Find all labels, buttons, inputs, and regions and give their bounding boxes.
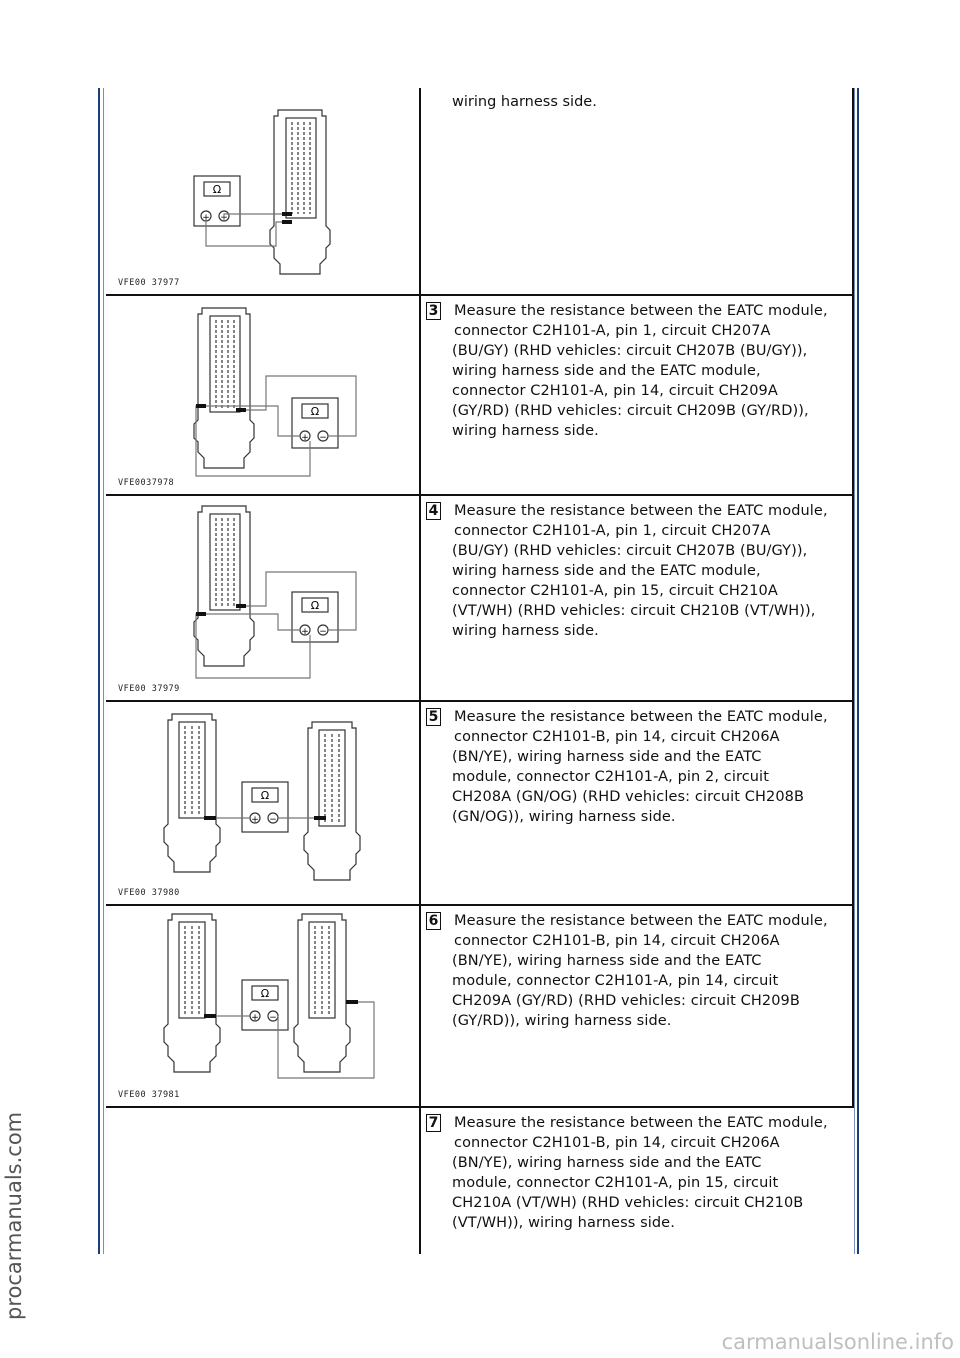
svg-text:−: − (220, 213, 228, 223)
step-number: 7 (426, 1114, 441, 1132)
svg-text:−: − (269, 1013, 277, 1023)
svg-text:−: − (319, 627, 327, 637)
right-page-bar (857, 88, 859, 1254)
figure-cell (106, 296, 420, 494)
figure-label: VFE0037978 (118, 478, 175, 488)
connector-diagram (106, 88, 420, 294)
figure-cell (106, 906, 420, 1106)
ohm-symbol: Ω (260, 987, 270, 1000)
figure-label: VFE00 37977 (118, 278, 180, 288)
figure-label: VFE00 37981 (118, 1090, 180, 1100)
connector-diagram (106, 906, 420, 1106)
side-watermark: procarmanuals.com (2, 1111, 26, 1320)
ohm-symbol: Ω (310, 405, 320, 418)
table-row (106, 906, 854, 1106)
svg-text:−: − (319, 433, 327, 443)
step-number: 5 (426, 708, 441, 726)
svg-text:+: + (251, 1013, 259, 1023)
table-row (106, 702, 854, 904)
step-number: 6 (426, 912, 441, 930)
connector-diagram (106, 496, 420, 700)
table-row (106, 1108, 854, 1254)
text-cell (424, 88, 854, 294)
figure-cell (106, 702, 420, 904)
svg-text:+: + (301, 627, 309, 637)
svg-text:+: + (301, 433, 309, 443)
text-cell (424, 1108, 854, 1254)
svg-text:+: + (251, 815, 259, 825)
continuation-text: wiring harness side. (452, 94, 597, 110)
step-text: Measure the resistance between the EATC module, connector C2H101-B, pin 14, circuit CH206A (BN/YE), wiring harness side and the EATC module, connector C2H101-A, pin 2, circuit CH208A (GN/OG) (RHD vehicles: circuit CH208B (GN/OG)), wiring harness side. (452, 709, 828, 825)
text-cell (424, 496, 854, 700)
step-text: Measure the resistance between the EATC module, connector C2H101-A, pin 1, circuit CH207A (BU/GY) (RHD vehicles: circuit CH207B (BU/GY)), wiring harness side and the EATC module, connector C2H101-A, pin 14, circuit CH209A (GY/RD) (RHD vehicles: circuit CH209B (GY/RD)), wiring harness side. (452, 303, 828, 439)
table-row (106, 296, 854, 494)
step-text: Measure the resistance between the EATC module, connector C2H101-B, pin 14, circuit CH206A (BN/YE), wiring harness side and the EATC module, connector C2H101-A, pin 15, circuit CH210A (VT/WH) (RHD vehicles: circuit CH210B (VT/WH)), wiring harness side. (452, 1115, 828, 1231)
step-number: 3 (426, 302, 441, 320)
column-divider (419, 88, 421, 1254)
text-cell (424, 296, 854, 494)
table-row (106, 88, 854, 294)
left-page-bar-inner (103, 88, 104, 1254)
step-number: 4 (426, 502, 441, 520)
figure-cell (106, 88, 420, 294)
table-row (106, 496, 854, 700)
figure-label: VFE00 37979 (118, 684, 180, 694)
svg-text:+: + (202, 213, 210, 223)
connector-diagram (106, 702, 420, 904)
footer-watermark: carmanualsonline.info (721, 1330, 954, 1354)
figure-label: VFE00 37980 (118, 888, 180, 898)
ohm-symbol: Ω (310, 599, 320, 612)
ohm-symbol: Ω (212, 183, 222, 196)
svg-text:−: − (269, 815, 277, 825)
figure-cell (106, 1108, 420, 1254)
text-cell (424, 702, 854, 904)
step-text: Measure the resistance between the EATC module, connector C2H101-A, pin 1, circuit CH207A (BU/GY) (RHD vehicles: circuit CH207B (BU/GY)), wiring harness side and the EATC module, connector C2H101-A, pin 15, circuit CH210A (VT/WH) (RHD vehicles: circuit CH210B (VT/WH)), wiring harness side. (452, 503, 828, 639)
procedure-table (106, 88, 854, 1254)
left-page-bar (98, 88, 100, 1254)
ohm-symbol: Ω (260, 789, 270, 802)
text-cell (424, 906, 854, 1106)
step-text: Measure the resistance between the EATC module, connector C2H101-B, pin 14, circuit CH206A (BN/YE), wiring harness side and the EATC module, connector C2H101-A, pin 14, circuit CH209A (GY/RD) (RHD vehicles: circuit CH209B (GY/RD)), wiring harness side. (452, 913, 828, 1029)
connector-diagram (106, 296, 420, 494)
right-page-bar-inner (854, 88, 855, 1254)
figure-cell (106, 496, 420, 700)
table-right-border (852, 88, 854, 1106)
